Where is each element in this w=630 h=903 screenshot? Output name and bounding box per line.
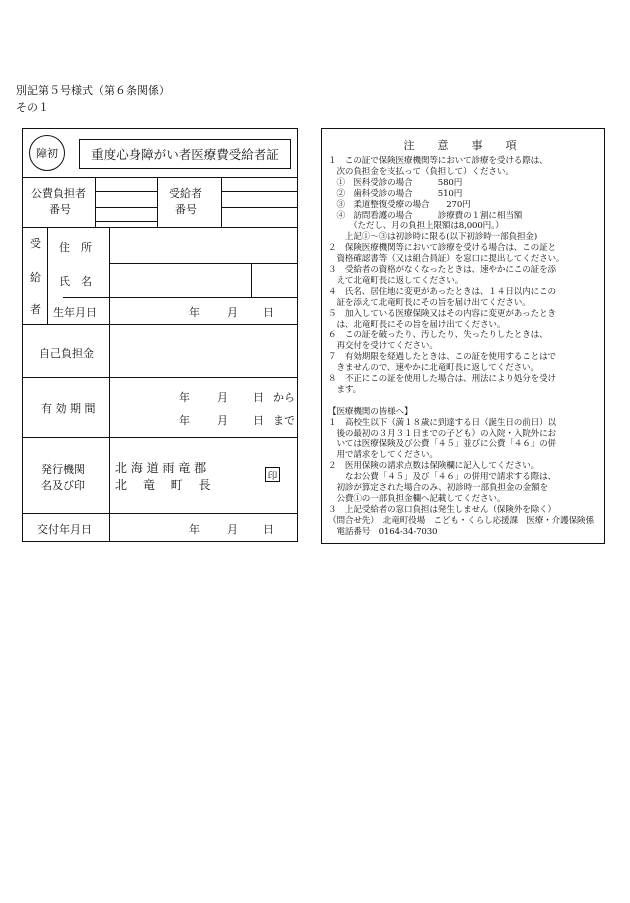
note-line: ② 歯科受診の場合 510円 (328, 188, 463, 199)
note-line: ２ 保険医療機関等において診療を受ける場合は、この証と (328, 243, 556, 254)
note-line: 後の最初の３月３１日までの子ども）の入院・入院外にお (328, 428, 556, 439)
validity-from-year: 年 (179, 391, 190, 404)
recipient-label: 受給者 (169, 187, 202, 200)
side-char-3: 者 (30, 303, 41, 316)
note-line: 公費①の一部負担金欄へ記載してください。 (328, 493, 506, 504)
note-line: １ この証で保険医療機関等において診療を受ける際は、 (328, 156, 548, 166)
note-line: ４ 氏名、居住地に変更があったときは、１４日以内にこの (328, 286, 556, 297)
certificate-card (22, 128, 298, 542)
note-line: ③ 柔道整復受療の場合 270円 (328, 199, 471, 210)
note-line: （問合せ先） 北竜町役場 こども・くらし応援課 医療・介護保険係 (328, 515, 594, 526)
note-line: ８ 不正にこの証を使用した場合は、刑法により処分を受け (328, 374, 556, 384)
payer-label: 公費負担者 (31, 187, 86, 200)
validity-label: 有 効 期 間 (41, 402, 96, 415)
note-line: ６ この証を破ったり、汚したり、失ったりしたときは、 (328, 330, 548, 341)
issue-date-label: 交付年月日 (37, 523, 92, 536)
note-line: ３ 受給者の資格がなくなったときは、速やかにこの証を添 (328, 265, 556, 275)
note-line: えて北竜町長に返してください。 (328, 275, 464, 286)
note-line: 上記①～③は初診時に限る(以下初診時一部負担金) (328, 232, 538, 243)
note-line: ３ 上記受給者の窓口負担は発生しません（保険外を除く） (328, 504, 556, 515)
name-label: 氏 名 (59, 275, 92, 288)
note-line: 資格確認書等（又は組合員証）を窓口に提出してください。 (328, 254, 565, 265)
validity-to-day: 日 (253, 414, 264, 427)
note-line: きませんので、速やかに北竜町長に返してください。 (328, 363, 539, 374)
note-line: １ 高校生以下（満１８歳に到達する日（誕生日の前日）以 (328, 417, 556, 428)
issue-month: 月 (227, 523, 238, 536)
note-line: ④ 訪問看護の場合 診療費の１割に相当額 (328, 210, 523, 221)
issuer-name-1: 北 海 道 雨 竜 郡 (115, 461, 207, 475)
copay-label: 自己負担金 (39, 347, 94, 360)
notes-title: 注 意 事 項 (403, 139, 523, 152)
issuer-label-2: 名及び印 (41, 479, 85, 492)
dob-day: 日 (263, 306, 274, 319)
side-char-2: 給 (30, 271, 41, 284)
note-line: 次の負担金を支払って（負担して）ください。 (328, 166, 514, 177)
dob-month: 月 (227, 306, 238, 319)
notes-panel (321, 128, 605, 544)
seal-mark: 印 (265, 467, 280, 482)
issue-day: 日 (263, 523, 274, 536)
side-char-1: 受 (30, 237, 41, 250)
dob-label: 生年月日 (53, 306, 97, 319)
note-line: 再交付を受けてください。 (328, 341, 438, 352)
note-line: ５ 加入している医療保険又はその内容に変更があったとき (328, 308, 556, 319)
note-line: ２ 医用保険の請求点数は保険欄に記入してください。 (328, 461, 540, 472)
note-line: 用で請求をしてください。 (328, 450, 438, 461)
note-line: いては医療保険及び公費「４５」並びに公費「４６」の併 (328, 439, 556, 450)
recipient-label-2: 番号 (175, 203, 197, 216)
note-line: （ただし、月の負担上限額は8,000円。） (328, 221, 504, 232)
note-line: 初診が算定された場合のみ、初診時一部負担金の金額を (328, 483, 549, 493)
note-line: なお公費「４５」及び「４６」の併用で請求する際は、 (328, 472, 556, 483)
issue-year: 年 (189, 523, 200, 536)
note-line: 電話番号 0164-34-7030 (328, 526, 438, 537)
card-title: 重度心身障がい者医療費受給者証 (79, 139, 291, 169)
note-line: ます。 (328, 384, 362, 395)
validity-from-month: 月 (217, 391, 228, 404)
note-line: ① 医科受診の場合 580円 (328, 177, 463, 188)
address-label: 住 所 (59, 241, 92, 254)
validity-to-year: 年 (179, 414, 190, 427)
validity-from: から (273, 391, 295, 404)
issuer-name-2: 北 竜 町 長 (115, 478, 211, 492)
payer-label-2: 番号 (49, 203, 71, 216)
badge-circle: 障初 (29, 135, 65, 171)
note-line: ７ 有効期限を経過したときは、この証を使用することはで (328, 352, 556, 363)
note-line: は、北竜町長にその旨を届け出てください。 (328, 319, 506, 330)
validity-to: まで (273, 414, 295, 427)
note-line: 証を添えて北竜町長にその旨を届け出てください。 (328, 297, 531, 308)
validity-from-day: 日 (253, 391, 264, 404)
validity-to-month: 月 (217, 414, 228, 427)
issuer-label: 発行機関 (41, 463, 85, 476)
form-reference: 別記第５号様式（第６条関係） (16, 84, 170, 97)
form-sub-label: その１ (16, 101, 49, 114)
dob-year: 年 (189, 306, 200, 319)
note-line: 【医療機関の皆様へ】 (328, 406, 413, 417)
